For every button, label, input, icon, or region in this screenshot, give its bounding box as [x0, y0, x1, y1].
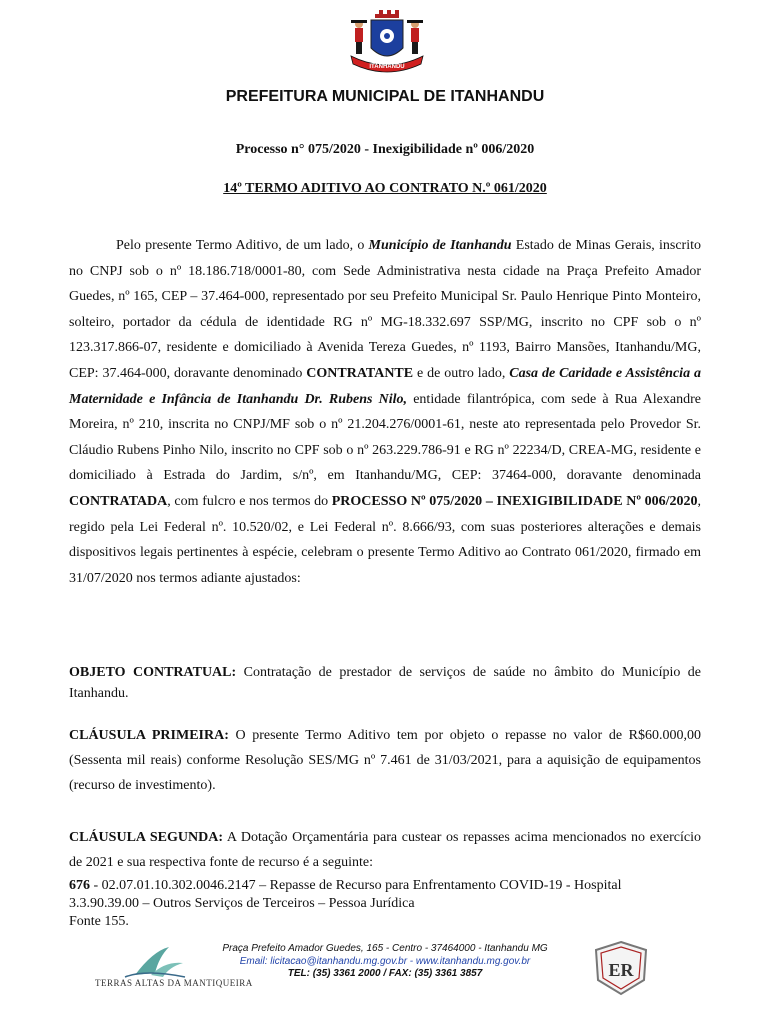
crest-figure-right-icon — [407, 20, 423, 54]
footer-phone: TEL: (35) 3361 2000 / FAX: (35) 3361 3857 — [287, 968, 483, 979]
dotacao-code: 676 — [69, 878, 90, 893]
processo-reference: PROCESSO Nº 075/2020 – INEXIGIBILIDADE Nº 006/2020 — [331, 493, 698, 509]
crest-figure-left-icon — [351, 20, 367, 54]
objeto-label: OBJETO CONTRATUAL: — [69, 665, 237, 680]
preamble-paragraph: Pelo presente Termo Aditivo, de um lado, o Município de Itanhandu Estado de Minas Gerais, inscrito no CNPJ sob o nº 18.186.718/0001-80, com Sede Administrativa nesta cidade na Praça Prefeito Amador Guedes, nº 165, CEP – 37.464-000, representado por seu Prefeito Municipal Sr. Paulo Henrique Pinto Monteiro, solteiro, portador da cédula de identidade RG nº MG-18.332.697 SSP/MG, inscrito no CPF sob o nº 123.317.866-07, residente e domiciliado à Avenida Tereza Guedes, nº 1193, Bairro Mansões, Itanhandu/MG, CEP: 37.464-000, doravante denominado CONTRATANTE e de outro lado, Casa de Caridade e Assistência a Maternidade e Infância de Itanhandu Dr. Rubens Nilo, entidade filantrópica, com sede à Rua Alexandre Moreira, nº 210, inscrita no CNPJ/MF sob o nº 21.204.276/0001-61, neste ato representada pelo Provedor Sr. Cláudio Rubens Pinho Nilo, inscrito no CPF sob o nº 263.229.786-91 e RG nº 22234/D, CREA-MG, residente e domiciliado à Estrada do Jardim, s/nº, em Itanhandu/MG, CEP: 37464-000, doravante denominada CONTRATADA, com fulcro e nos termos do PROCESSO Nº 075/2020 – INEXIGIBILIDADE Nº 006/2020, regido pela Lei Federal nº. 10.520/02, e Lei Federal nº. 8.666/93, com suas posteriores alterações e demais dispositivos legais pertinentes à espécie, celebram o presente Termo Aditivo ao Contrato 061/2020, firmado em 31/07/2020 nos termos adiante ajustados: — [69, 238, 701, 586]
municipio-name: Município de Itanhandu — [368, 238, 512, 253]
clausula-segunda-label: CLÁUSULA SEGUNDA: — [69, 830, 224, 845]
footer-address: Praça Prefeito Amador Guedes, 165 - Centro - 37464000 - Itanhandu MG — [222, 943, 548, 954]
clausula-segunda-paragraph: CLÁUSULA SEGUNDA: A Dotação Orçamentária para custear os repasses acima mencionados no exercício de 2021 e sua respectiva fonte de recurso é a seguinte: — [69, 830, 702, 870]
objeto-paragraph: OBJETO CONTRATUAL: Contratação de prestador de serviços de saúde no âmbito do Município de Itanhandu. — [69, 665, 701, 701]
footer-email: Email: licitacao@itanhandu.mg.gov.br - www.itanhandu.mg.gov.br — [239, 955, 531, 967]
process-number: Processo n° 075/2020 - Inexigibilidade nº 006/2020 — [235, 142, 535, 157]
contratante-label: CONTRATANTE — [306, 365, 414, 381]
contratada-label: CONTRATADA — [69, 493, 168, 509]
crest-crown-icon — [375, 10, 399, 18]
clausula-primeira-label: CLÁUSULA PRIMEIRA: — [69, 728, 229, 743]
logo-left-text: TERRAS ALTAS DA MANTIQUEIRA — [95, 978, 253, 988]
crest-ribbon-text: ITANHANDU — [369, 64, 405, 70]
document-subtitle: 14º TERMO ADITIVO AO CONTRATO N.º 061/2020 — [223, 181, 547, 196]
dotacao-block: 676 - 02.07.01.10.302.0046.2147 – Repasse de Recurso para Enfrentamento COVID-19 - Hospital 3.3.90.39.00 – Outros Serviços de Terceiros – Pessoa Jurídica Fonte 155. — [69, 878, 622, 929]
page-footer — [0, 943, 770, 981]
contratada-name: Casa de Caridade e Assistência a Maternidade e Infância de Itanhandu Dr. Rubens Nilo, — [69, 365, 701, 407]
page-title: PREFEITURA MUNICIPAL DE ITANHANDU — [225, 88, 545, 105]
municipal-crest — [337, 8, 437, 78]
clausula-primeira-paragraph: CLÁUSULA PRIMEIRA: O presente Termo Aditivo tem por objeto o repasse no valor de R$60.000,00 (Sessenta mil reais) conforme Resolução SES/MG nº 7.461 de 31/03/2021, para a aquisição de equipamentos (recurso de investimento). — [69, 728, 701, 793]
er-seal-text: ER — [608, 960, 634, 980]
er-seal-icon — [590, 940, 652, 996]
